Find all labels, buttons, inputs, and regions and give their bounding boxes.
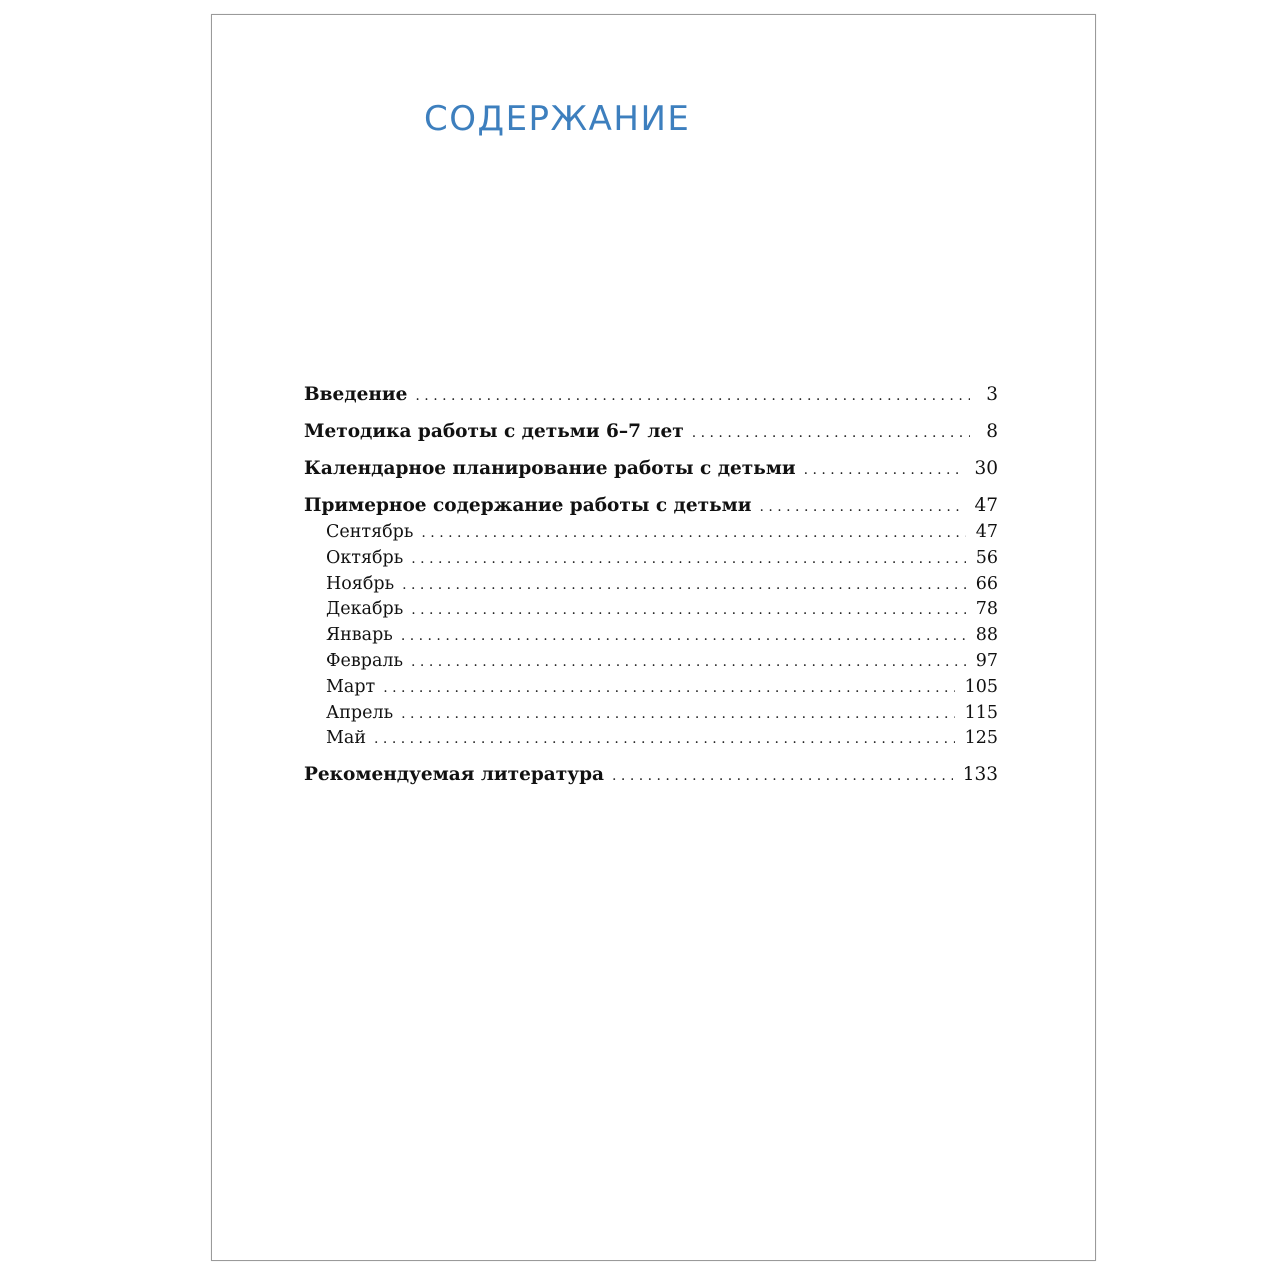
- toc-subentry-december[interactable]: [304, 597, 998, 623]
- toc-entry-method[interactable]: [304, 420, 998, 445]
- dot-leader: [612, 764, 953, 788]
- toc-page-number: 88: [975, 625, 998, 646]
- toc-subentry-title: Январь: [326, 625, 393, 646]
- dot-leader: [411, 650, 966, 675]
- dot-leader: [374, 727, 955, 752]
- toc-page-number: 3: [986, 384, 998, 405]
- toc-subentry-september[interactable]: [304, 520, 998, 546]
- toc-entry-intro[interactable]: [304, 383, 998, 408]
- dot-leader: [759, 495, 964, 519]
- toc-entry-calendar[interactable]: [304, 457, 998, 482]
- toc-subentry-title: Октябрь: [326, 547, 404, 568]
- page-title: СОДЕРЖАНИЕ: [424, 99, 691, 139]
- toc-subentry-march[interactable]: [304, 675, 998, 701]
- toc-page-number: 105: [964, 676, 998, 697]
- toc-page-number: 56: [975, 547, 998, 568]
- dot-leader: [411, 598, 965, 623]
- toc-entry-literature[interactable]: [304, 763, 998, 788]
- toc-page-number: 47: [974, 495, 998, 516]
- toc-subentry-may[interactable]: [304, 726, 998, 752]
- toc-subentry-title: Декабрь: [326, 599, 404, 620]
- dot-leader: [421, 521, 965, 546]
- toc-page-number: 30: [974, 458, 998, 479]
- dot-leader: [415, 384, 970, 408]
- dot-leader: [692, 421, 970, 445]
- dot-leader: [401, 624, 966, 649]
- toc-subentry-title: Март: [326, 676, 376, 697]
- toc-entry-title: Примерное содержание работы с детьми: [304, 495, 752, 516]
- toc-page-number: 78: [975, 599, 998, 620]
- toc-subentry-january[interactable]: [304, 623, 998, 649]
- toc-page-number: 115: [964, 702, 998, 723]
- toc-subentry-title: Май: [326, 728, 367, 749]
- toc-subentry-february[interactable]: [304, 649, 998, 675]
- toc-page-number: 125: [964, 728, 998, 749]
- toc-entry-title: Методика работы с детьми 6–7 лет: [304, 421, 684, 442]
- dot-leader: [401, 702, 954, 727]
- toc-subentry-title: Апрель: [326, 702, 394, 723]
- dot-leader: [383, 676, 954, 701]
- toc-page-number: 66: [975, 573, 998, 594]
- toc-subentry-april[interactable]: [304, 701, 998, 727]
- toc-entry-title: Календарное планирование работы с детьми: [304, 458, 796, 479]
- document-page: [211, 14, 1096, 1261]
- toc-page-number: 133: [962, 764, 998, 786]
- toc-subentry-title: Сентябрь: [326, 522, 414, 542]
- toc-entry-title: Введение: [304, 384, 408, 405]
- dot-leader: [411, 547, 965, 572]
- toc-subentry-title: Февраль: [326, 650, 404, 671]
- toc-subentry-november[interactable]: [304, 572, 998, 598]
- toc-entry-title: Рекомендуемая литература: [304, 764, 605, 786]
- toc-subentry-title: Ноябрь: [326, 573, 395, 594]
- dot-leader: [402, 573, 966, 598]
- toc-page-number: 97: [975, 650, 998, 671]
- toc-page-number: 47: [975, 522, 998, 542]
- table-of-contents: [304, 383, 998, 800]
- toc-page-number: 8: [986, 421, 998, 442]
- toc-subentry-october[interactable]: [304, 546, 998, 572]
- dot-leader: [804, 458, 965, 482]
- toc-entry-sample-content[interactable]: [304, 494, 998, 519]
